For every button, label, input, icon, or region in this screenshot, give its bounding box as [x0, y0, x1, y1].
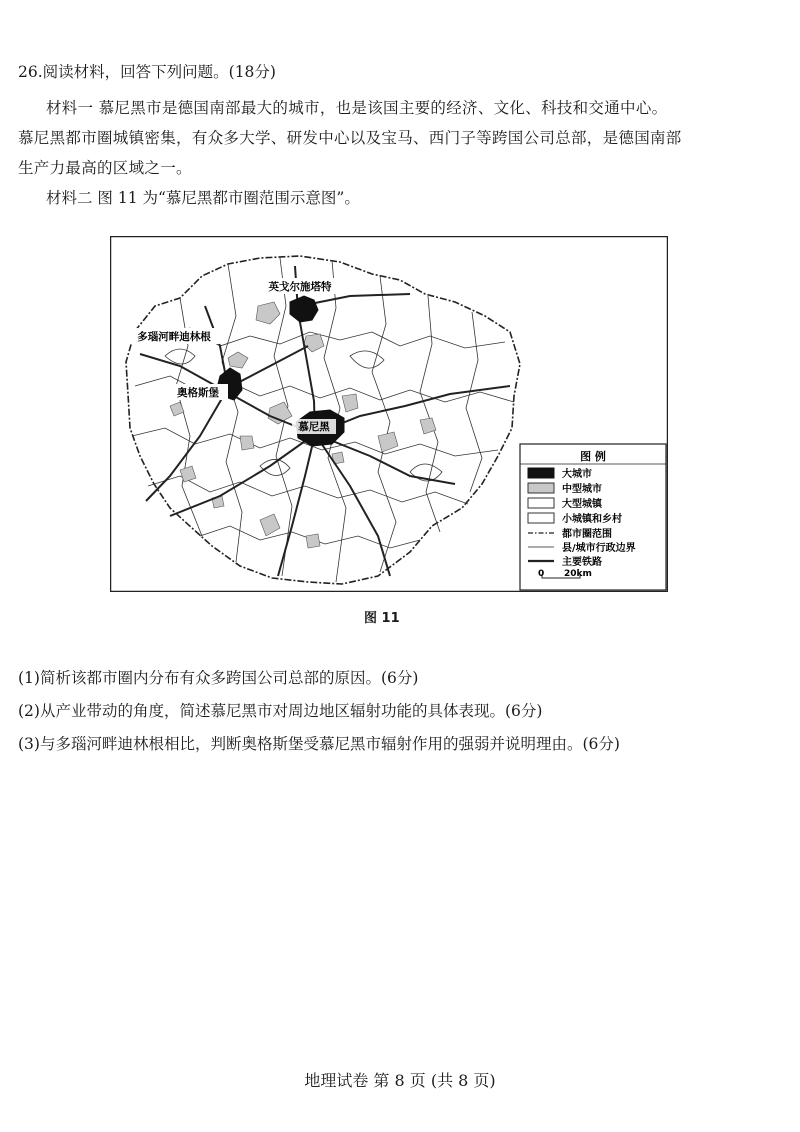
legend-item-admin: 县/城市行政边界 [562, 543, 636, 554]
question-2: (2)从产业带动的角度，简述慕尼黑市对周边地区辐射功能的具体表现。(6分) [18, 702, 543, 720]
page-footer: 地理试卷 第 8 页 (共 8 页) [304, 1071, 496, 1090]
scale-label: 20km [564, 569, 592, 579]
legend-item-metro: 都市圈范围 [562, 529, 612, 540]
legend-item-medium-city: 中型城市 [562, 484, 602, 495]
question-1: (1)简析该都市圈内分布有众多跨国公司总部的原因。(6分) [18, 669, 419, 687]
figure-caption: 图 11 [364, 611, 400, 626]
question-3: (3)与多瑙河畔迪林根相比，判断奥格斯堡受慕尼黑市辐射作用的强弱并说明理由。(6分) [18, 735, 620, 753]
material1-line-2: 慕尼黑都市圈城镇密集，有众多大学、研发中心以及宝马、西门子等跨国公司总部，是德国南部 [18, 129, 682, 147]
material1-line-3: 生产力最高的区域之一。 [18, 159, 192, 177]
label-ingolstadt: 英戈尔施塔特 [268, 281, 332, 293]
legend-swatch-large-town [528, 498, 554, 508]
question-title: 26.阅读材料，回答下列问题。(18分) [18, 63, 276, 81]
legend-swatch-big-city [528, 468, 554, 478]
scale-zero: 0 [538, 569, 545, 579]
legend-swatch-medium-city [528, 483, 554, 493]
legend-swatch-small-town [528, 513, 554, 523]
legend-item-railway: 主要铁路 [562, 557, 602, 568]
map-legend [520, 444, 666, 590]
material1-line-1: 材料一 慕尼黑市是德国南部最大的城市，也是该国主要的经济、文化、科技和交通中心。 [46, 99, 668, 117]
material2-text: 材料二 图 11 为“慕尼黑都市圈范围示意图”。 [46, 189, 360, 207]
label-munich: 慕尼黑 [298, 421, 330, 433]
munich-metro-map [110, 236, 668, 592]
legend-title: 图 例 [580, 450, 606, 463]
label-augsburg: 奥格斯堡 [177, 387, 219, 399]
legend-item-big-city: 大城市 [562, 469, 592, 480]
legend-item-small-town: 小城镇和乡村 [562, 514, 622, 525]
legend-item-large-town: 大型城镇 [562, 499, 602, 510]
label-dorfen: 多瑙河畔迪林根 [137, 331, 211, 343]
